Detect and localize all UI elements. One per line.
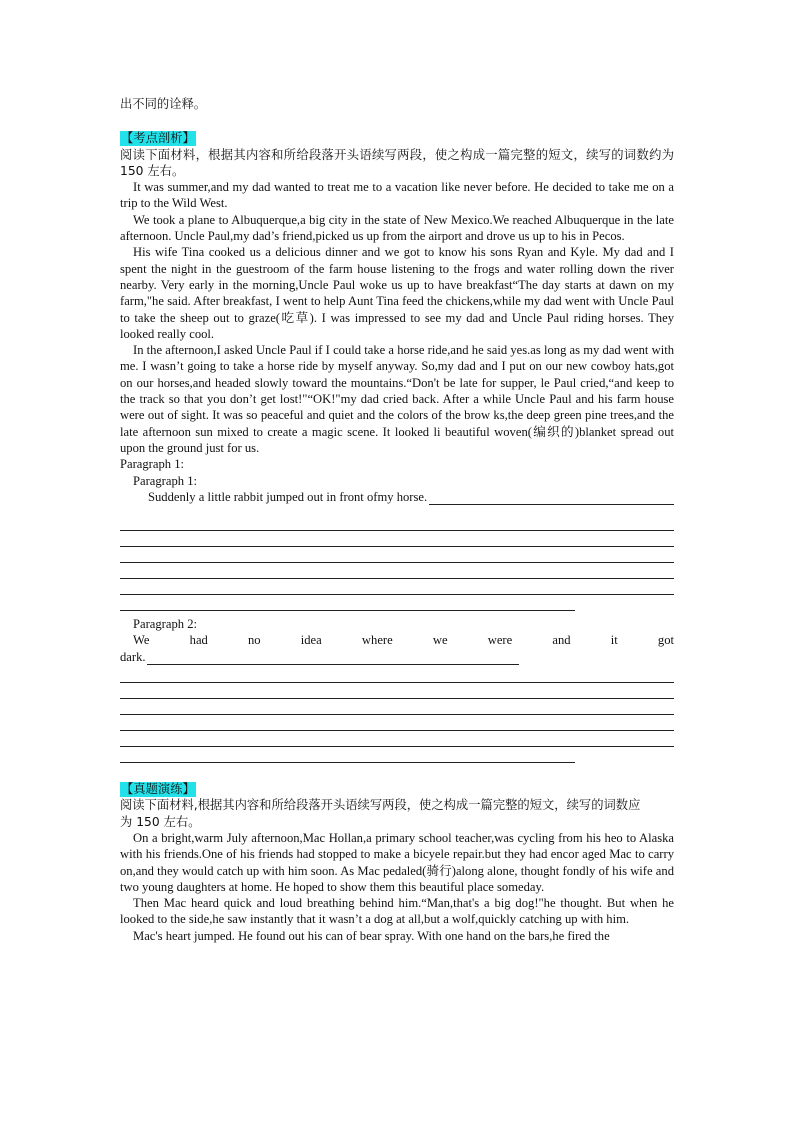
paragraph-2-starter-end-row <box>120 649 674 665</box>
starter-word: were <box>487 633 513 648</box>
section-analysis <box>120 130 674 763</box>
answer-line[interactable] <box>120 547 674 563</box>
story-paragraph: It was summer,and my dad wanted to treat me to a vacation like never before. He decided to take me on a trip to the Wild West. <box>120 180 674 211</box>
story-paragraph: On a bright,warm July afternoon,Mac Hollan,a primary school teacher,was cycling from his heo to Alaska with his friends.One of his friends had stopped to make a bicyele repair.but they had encor aged Mac to carry on,and they would catch up with him soon. As Mac pedaled(骑行)along alone, thought fondly of his wife and two young daughters at home. He hoped to show them this beautiful place someday. <box>120 830 674 894</box>
intro-tail: 出不同的诠释。 <box>120 97 207 111</box>
paragraph-2-label: Paragraph 2: <box>133 617 197 632</box>
starter-word: no <box>248 633 261 648</box>
story-paragraph: Mac's heart jumped. He found out his can of bear spray. With one hand on the bars,he fired the <box>133 928 610 943</box>
starter-word: dark. <box>120 649 146 664</box>
starter-word: had <box>189 633 208 648</box>
answer-line[interactable] <box>120 515 674 531</box>
story-paragraph: We took a plane to Albuquerque,a big city in the state of New Mexico.We reached Albuquerque in the late afternoon. Uncle Paul,my dad’s friend,picked us up from the airport and drove us up to his in Pecos. <box>120 212 674 244</box>
starter-word: We <box>133 633 150 648</box>
story-paragraph: His wife Tina cooked us a delicious dinner and we got to know his sons Ryan and Kyle. My dad and I spent the night in the guestroom of the farm house listening to the frogs and water rolling down the river nearby. Very early in the morning,Uncle Paul woke us up to have breakfast“The day starts at dawn on my farm,"he said. After breakfast, I went to help Aunt Tina feed the chickens,while my dad went with Uncle Paul to take the sheep out to graze(吃草). I was impressed to see my dad and Uncle Paul riding horses. They looked really cool. <box>120 245 674 341</box>
answer-line[interactable] <box>120 683 674 699</box>
answer-line[interactable] <box>120 667 674 683</box>
section-tag-analysis: 【考点剖析】 <box>121 131 195 146</box>
instruction-text: 阅读下面材料，根据其内容和所给段落开头语续写两段，使之构成一篇完整的短文，续写的词数约为 150 左右。 <box>120 147 674 178</box>
starter-word: where <box>361 633 393 648</box>
paragraph-1-label-indented: Paragraph 1: <box>133 473 197 488</box>
paragraph-1-label: Paragraph 1: <box>120 457 184 472</box>
answer-line[interactable] <box>120 731 674 747</box>
section-tag-practice: 【真题演练】 <box>121 782 195 797</box>
worksheet-page <box>120 96 674 944</box>
paragraph-1-starter: Suddenly a little rabbit jumped out in front ofmy horse. <box>148 489 428 504</box>
starter-word: idea <box>300 633 322 648</box>
paragraph-2-starter-words <box>120 632 674 648</box>
answer-line[interactable] <box>120 531 674 547</box>
starter-word: got <box>657 633 674 648</box>
paragraph-1-starter-row <box>120 489 674 505</box>
starter-word: we <box>432 633 448 648</box>
starter-word: it <box>610 633 618 648</box>
answer-blank[interactable] <box>429 491 674 505</box>
section-practice <box>120 781 674 944</box>
story-paragraph: Then Mac heard quick and loud breathing behind him.“Man,that's a big dog!"he thought. But when he looked to the side,he saw instantly that it wasn’t a dog at all,but a wolf,quickly catching up with him. <box>120 896 674 927</box>
starter-word: and <box>552 633 571 648</box>
answer-line[interactable] <box>120 715 674 731</box>
instruction-text: 阅读下面材料,根据其内容和所给段落开头语续写两段，使之构成一篇完整的短文，续写的词数应 <box>120 798 641 813</box>
story-paragraph: In the afternoon,I asked Uncle Paul if I could take a horse ride,and he said yes.as long as my dad went with me. I wasn’t going to take a horse ride by myself anyway. So,my dad and I put on our new cowboy hats,got on our horses,and headed slowly toward the mountains.“Don't be late for supper, le Paul cried,“and keep to the track so that you don’t get lost!"“OK!"my dad cried back. After a while Uncle Paul and his farm house were out of sight. It was so peaceful and quiet and the colors of the brow ks,the deep green pine trees,and the late afternoon sun mixed to create a magic scene. It looked li beautiful woven(编织的)blanket spread out upon the ground just for us. <box>120 343 674 455</box>
answer-line-short[interactable] <box>120 747 575 763</box>
answer-line[interactable] <box>120 699 674 715</box>
answer-line[interactable] <box>120 579 674 595</box>
answer-blank[interactable] <box>147 651 519 665</box>
instruction-text-cont: 为 150 左右。 <box>120 814 201 829</box>
answer-line[interactable] <box>120 563 674 579</box>
answer-line-short[interactable] <box>120 595 575 611</box>
